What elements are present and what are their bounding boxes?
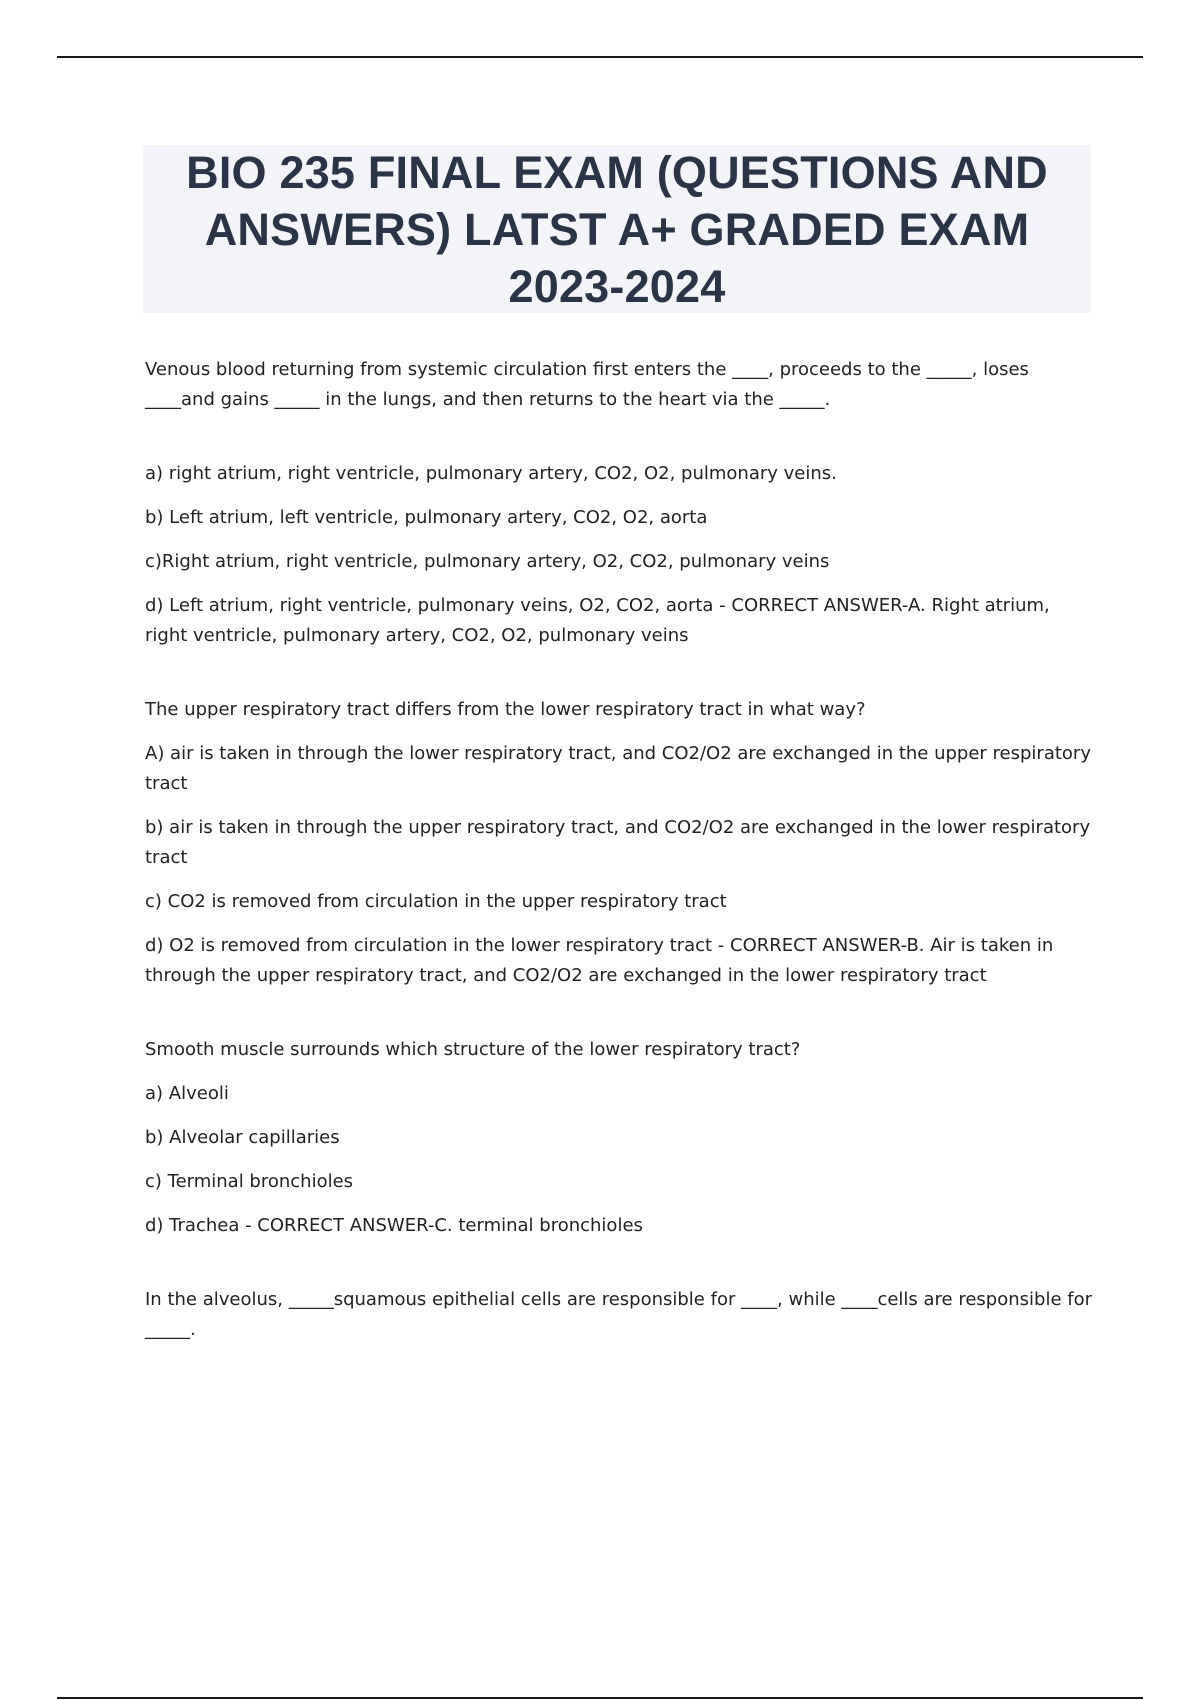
document-title: BIO 235 FINAL EXAM (QUESTIONS AND ANSWERS) LATST A+ GRADED EXAM 2023-2024 bbox=[186, 146, 1048, 312]
question-stem: The upper respiratory tract differs from the lower respiratory tract in what way? bbox=[145, 699, 866, 720]
answer-option: c) Terminal bronchioles bbox=[145, 1171, 354, 1192]
answer-option: d) Trachea - CORRECT ANSWER-C. terminal bronchioles bbox=[145, 1215, 643, 1236]
answer-option: c)Right atrium, right ventricle, pulmonary artery, O2, CO2, pulmonary veins bbox=[145, 551, 830, 572]
question-1 bbox=[145, 355, 1095, 651]
answer-option: a) right atrium, right ventricle, pulmonary artery, CO2, O2, pulmonary veins. bbox=[145, 463, 837, 484]
answer-option: b) Alveolar capillaries bbox=[145, 1127, 340, 1148]
question-2 bbox=[145, 695, 1095, 991]
answer-option: b) Left atrium, left ventricle, pulmonary artery, CO2, O2, aorta bbox=[145, 507, 708, 528]
answer-option: A) air is taken in through the lower respiratory tract, and CO2/O2 are exchanged in the upper respiratory tract bbox=[145, 743, 1091, 794]
answer-option: c) CO2 is removed from circulation in the upper respiratory tract bbox=[145, 891, 727, 912]
question-stem: Venous blood returning from systemic circulation first enters the ____, proceeds to the _____, loses ____and gains _____ in the lungs, and then returns to the heart via the _____. bbox=[145, 359, 1029, 410]
top-rule bbox=[57, 56, 1143, 58]
answer-option: d) Left atrium, right ventricle, pulmonary veins, O2, CO2, aorta - CORRECT ANSWER-A. Right atrium, right ventricle, pulmonary artery, CO2, O2, pulmonary veins bbox=[145, 595, 1050, 646]
question-3 bbox=[145, 1035, 1095, 1241]
question-stem: Smooth muscle surrounds which structure of the lower respiratory tract? bbox=[145, 1039, 801, 1060]
answer-option: b) air is taken in through the upper respiratory tract, and CO2/O2 are exchanged in the lower respiratory tract bbox=[145, 817, 1091, 868]
question-4 bbox=[145, 1285, 1095, 1345]
question-stem: In the alveolus, _____squamous epithelial cells are responsible for ____, while ____cells are responsible for _____. bbox=[145, 1289, 1093, 1340]
answer-option: d) O2 is removed from circulation in the lower respiratory tract - CORRECT ANSWER-B. Air is taken in through the upper respiratory tract, and CO2/O2 are exchanged in the lower respiratory tract bbox=[145, 935, 1054, 986]
bottom-rule bbox=[57, 1697, 1143, 1699]
answer-option: a) Alveoli bbox=[145, 1083, 229, 1104]
title-banner bbox=[143, 145, 1091, 313]
document-body bbox=[145, 355, 1095, 1389]
